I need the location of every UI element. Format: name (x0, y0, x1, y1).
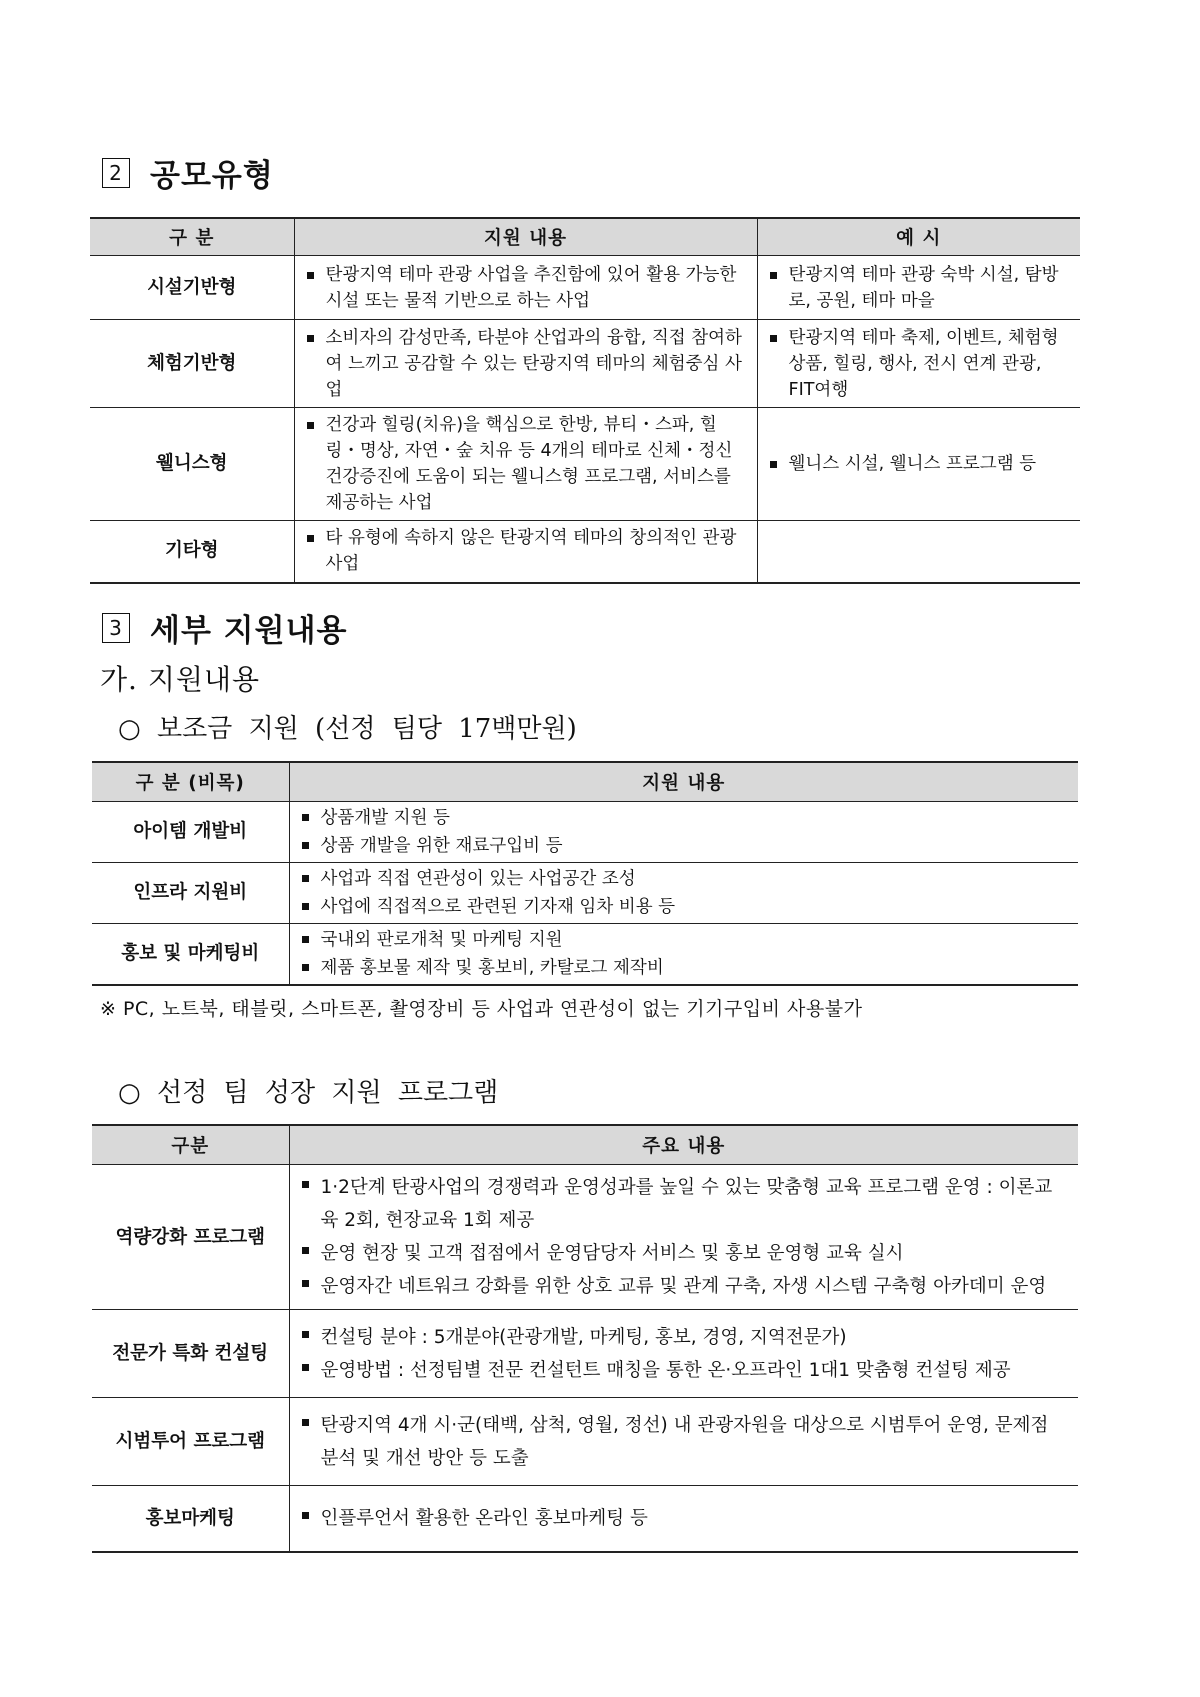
table-row (90, 521, 1080, 583)
bullet-square-icon (302, 1419, 309, 1426)
contest-type-table (90, 217, 1080, 584)
row-category: 홍보 및 마케팅비 (92, 924, 289, 986)
row-support: 탄광지역 테마 관광 사업을 추진함에 있어 활용 가능한 시설 또는 물적 기반으로 하는 사업 (294, 256, 757, 320)
bullet-square-icon (770, 272, 777, 279)
row-support: 타 유형에 속하지 않은 탄광지역 테마의 창의적인 관광사업 (294, 521, 757, 583)
bullet-square-icon (307, 422, 314, 429)
row-items: 인플루언서 활용한 온라인 홍보마케팅 등 (289, 1486, 1078, 1552)
table-row (92, 863, 1078, 924)
header-example: 예 시 (757, 218, 1080, 256)
row-items: 1·2단계 탄광사업의 경쟁력과 운영성과를 높일 수 있는 맞춤형 교육 프로그램 운영 : 이론교육 2회, 현장교육 1회 제공 운영 현장 및 고객 접점에서 운영담당자 서비스 및 홍보 운영형 교육 실시 운영자간 네트워크 강화를 위한 상호 교류 및 관계 구축, 자생 시스템 구축형 아카데미 운영 (289, 1165, 1078, 1310)
table-row (92, 1165, 1078, 1310)
row-category: 시설기반형 (90, 256, 294, 320)
table-row (92, 1310, 1078, 1398)
bullet-square-icon (302, 903, 309, 910)
equipment-note: ※ PC, 노트북, 태블릿, 스마트폰, 촬영장비 등 사업과 연관성이 없는 기기구입비 사용불가 (100, 998, 863, 1020)
table-header-row (90, 218, 1080, 256)
row-category: 아이템 개발비 (92, 802, 289, 863)
table-header-row (92, 1125, 1078, 1165)
table-row (92, 1486, 1078, 1552)
bullet-square-icon (302, 1280, 309, 1287)
bullet-square-icon (302, 1181, 309, 1188)
table-row (92, 1398, 1078, 1486)
row-category: 체험기반형 (90, 320, 294, 408)
header-support: 지원 내용 (289, 762, 1078, 802)
table-row (92, 802, 1078, 863)
section-title: 공모유형 (150, 158, 274, 194)
row-example-empty (757, 521, 1080, 583)
row-example: 탄광지역 테마 축제, 이벤트, 체험형 상품, 힐링, 행사, 전시 연계 관광, FIT여행 (757, 320, 1080, 408)
header-support: 지원 내용 (294, 218, 757, 256)
bullet-square-icon (302, 1512, 309, 1519)
row-items: 탄광지역 4개 시·군(태백, 삼척, 영월, 정선) 내 관광자원을 대상으로 시범투어 운영, 문제점 분석 및 개선 방안 등 도출 (289, 1398, 1078, 1486)
bullet-square-icon (307, 272, 314, 279)
row-support: 건강과 힐링(치유)을 핵심으로 한방, 뷰티・스파, 힐링・명상, 자연・숲 치유 등 4개의 테마로 신체・정신 건강증진에 도움이 되는 웰니스형 프로그램, 서비스를 제공하는 사업 (294, 408, 757, 521)
row-category: 홍보마케팅 (92, 1486, 289, 1552)
subsidy-heading: ○ 보조금 지원 (선정 팀당 17백만원) (118, 714, 577, 744)
row-items: 국내외 판로개척 및 마케팅 지원 제품 홍보물 제작 및 홍보비, 카탈로그 제작비 (289, 924, 1078, 986)
bullet-square-icon (302, 1364, 309, 1371)
row-items: 사업과 직접 연관성이 있는 사업공간 조성 사업에 직접적으로 관련된 기자재 임차 비용 등 (289, 863, 1078, 924)
bullet-square-icon (307, 535, 314, 542)
section-3-heading (102, 605, 347, 650)
row-category: 인프라 지원비 (92, 863, 289, 924)
subheading-support-content: 가. 지원내용 (100, 663, 261, 696)
section-title: 세부 지원내용 (150, 613, 348, 649)
table-row (90, 256, 1080, 320)
growth-program-table (92, 1124, 1078, 1553)
bullet-square-icon (302, 964, 309, 971)
table-row (90, 320, 1080, 408)
bullet-square-icon (302, 875, 309, 882)
header-category: 구분 (92, 1125, 289, 1165)
row-items: 컨설팅 분야 : 5개분야(관광개발, 마케팅, 홍보, 경영, 지역전문가) 운영방법 : 선정팀별 전문 컨설턴트 매칭을 통한 온·오프라인 1대1 맞춤형 컨설팅 제공 (289, 1310, 1078, 1398)
bullet-square-icon (770, 461, 777, 468)
row-items: 상품개발 지원 등 상품 개발을 위한 재료구입비 등 (289, 802, 1078, 863)
header-category: 구 분 (90, 218, 294, 256)
row-category: 웰니스형 (90, 408, 294, 521)
bullet-square-icon (302, 814, 309, 821)
row-category: 시범투어 프로그램 (92, 1398, 289, 1486)
row-category: 역량강화 프로그램 (92, 1165, 289, 1310)
table-row (90, 408, 1080, 521)
bullet-square-icon (302, 936, 309, 943)
bullet-square-icon (302, 842, 309, 849)
header-category: 구 분 (비목) (92, 762, 289, 802)
subsidy-table (92, 761, 1078, 986)
header-content: 주요 내용 (289, 1125, 1078, 1165)
row-support: 소비자의 감성만족, 타분야 산업과의 융합, 직접 참여하여 느끼고 공감할 수 있는 탄광지역 테마의 체험중심 사업 (294, 320, 757, 408)
bullet-square-icon (302, 1331, 309, 1338)
table-header-row (92, 762, 1078, 802)
bullet-square-icon (770, 335, 777, 342)
section-number-box: 2 (102, 158, 130, 188)
row-example: 탄광지역 테마 관광 숙박 시설, 탐방로, 공원, 테마 마을 (757, 256, 1080, 320)
row-category: 전문가 특화 컨설팅 (92, 1310, 289, 1398)
growth-program-heading: ○ 선정 팀 성장 지원 프로그램 (118, 1078, 499, 1108)
bullet-square-icon (302, 1247, 309, 1254)
table-row (92, 924, 1078, 986)
section-2-heading (102, 150, 274, 195)
row-example: 웰니스 시설, 웰니스 프로그램 등 (757, 408, 1080, 521)
row-category: 기타형 (90, 521, 294, 583)
bullet-square-icon (307, 335, 314, 342)
section-number-box: 3 (102, 613, 130, 643)
